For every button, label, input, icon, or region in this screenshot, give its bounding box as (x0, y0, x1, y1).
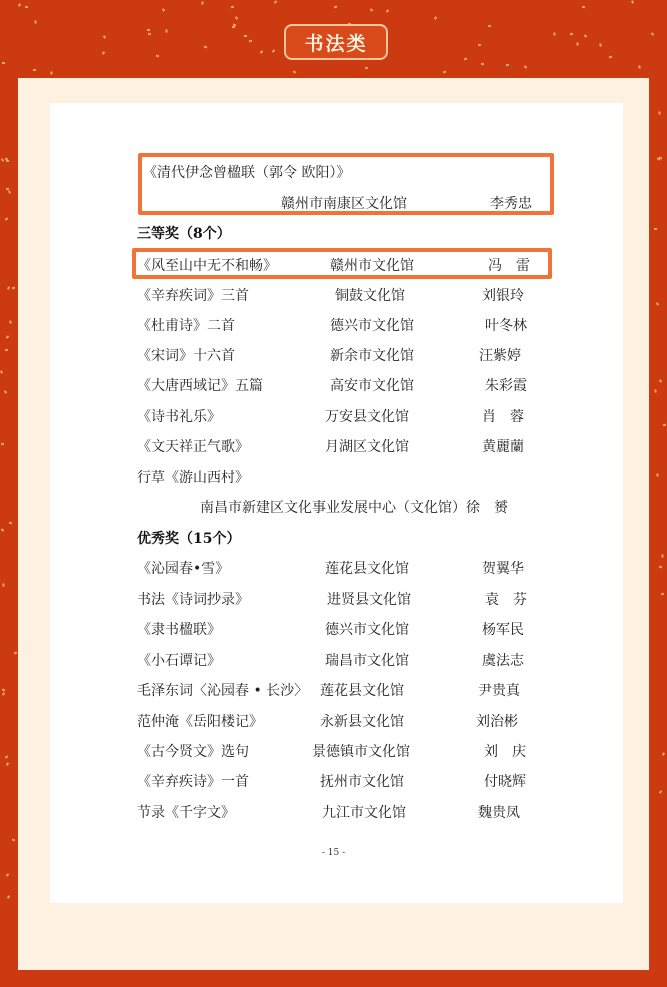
decorative-speck (8, 191, 11, 195)
decorative-speck (656, 302, 660, 306)
list-item-title: 范仲淹《岳阳楼记》 (137, 714, 263, 730)
decorative-speck (249, 40, 252, 43)
decorative-speck (259, 50, 262, 54)
list-item-title: 行草《游山西村》 (137, 470, 249, 486)
list-item-author: 汪紫婷 (479, 348, 521, 364)
decorative-speck (201, 1, 204, 4)
list-item-unit: 景德镇市文化馆 (312, 744, 410, 760)
list-item-title: 节录《千字文》 (137, 805, 235, 821)
decorative-speck (523, 66, 527, 70)
decorative-speck (102, 52, 105, 56)
list-item-unit: 德兴市文化馆 (325, 622, 409, 638)
list-item-author: 尹贵真 (478, 683, 520, 699)
decorative-speck (244, 34, 247, 36)
decorative-speck (658, 111, 661, 115)
decorative-speck (659, 790, 662, 794)
decorative-speck (2, 62, 5, 64)
decorative-speck (661, 554, 663, 557)
list-item-title: 《风至山中无不和畅》 (137, 258, 277, 274)
decorative-speck (156, 54, 160, 57)
list-item-unit: 万安县文化馆 (325, 409, 409, 425)
decorative-speck (650, 32, 654, 35)
decorative-speck (581, 6, 584, 9)
decorative-speck (570, 32, 573, 35)
list-item-title: 毛泽东词〈沁园春 • 长沙〉 (137, 683, 309, 699)
decorative-speck (7, 286, 10, 290)
list-item-title: 《辛弃疾词》三首 (137, 288, 249, 304)
decorative-speck (9, 522, 12, 525)
list-item-author: 贺翼华 (482, 561, 524, 577)
excellence-prize-heading: 优秀奖（15个） (137, 531, 241, 547)
list-item-author: 虞法志 (482, 653, 524, 669)
decorative-speck (654, 228, 657, 230)
decorative-speck (232, 26, 235, 28)
list-item-title: 《小石谭记》 (137, 653, 221, 669)
top-entry-unit: 赣州市南康区文化馆 (281, 196, 407, 212)
decorative-speck (50, 71, 52, 74)
decorative-speck (656, 474, 658, 477)
decorative-speck (1, 528, 5, 531)
decorative-speck (638, 65, 641, 68)
decorative-speck (14, 651, 18, 654)
decorative-speck (370, 8, 374, 12)
decorative-speck (478, 43, 481, 45)
decorative-speck (12, 286, 16, 289)
list-item-unit: 德兴市文化馆 (330, 318, 414, 334)
list-item-unit-author: 南昌市新建区文化事业发展中心（文化馆）徐 赟 (200, 500, 508, 516)
list-item-title: 《诗书礼乐》 (137, 409, 221, 425)
decorative-speck (334, 5, 338, 8)
decorative-speck (162, 8, 165, 12)
decorative-speck (231, 6, 234, 9)
top-entry-author: 李秀忠 (490, 196, 532, 212)
decorative-speck (434, 16, 438, 20)
decorative-speck (659, 379, 662, 383)
decorative-speck (599, 44, 602, 47)
list-item-title: 《杜甫诗》二首 (137, 318, 235, 334)
decorative-speck (654, 389, 657, 392)
decorative-speck (663, 424, 666, 426)
third-prize-heading: 三等奖（8个） (137, 226, 231, 242)
decorative-speck (3, 584, 5, 587)
decorative-speck (0, 370, 3, 374)
decorative-speck (631, 0, 634, 3)
category-badge: 书法类 (284, 24, 388, 60)
list-item-unit: 新余市文化馆 (330, 348, 414, 364)
list-item-unit: 莲花县文化馆 (325, 561, 409, 577)
list-item-unit: 莲花县文化馆 (320, 683, 404, 699)
list-item-author: 魏贵凤 (478, 805, 520, 821)
decorative-speck (6, 762, 9, 766)
decorative-speck (148, 33, 151, 36)
list-item-unit: 赣州市文化馆 (330, 258, 414, 274)
list-item-title: 《大唐西域记》五篇 (137, 378, 263, 394)
decorative-speck (147, 29, 150, 31)
list-item-author: 叶冬林 (485, 318, 527, 334)
list-item-author: 朱彩霞 (485, 378, 527, 394)
decorative-speck (386, 9, 389, 13)
decorative-speck (659, 566, 662, 568)
decorative-speck (365, 66, 368, 69)
list-item-author: 袁 芬 (485, 592, 527, 608)
decorative-speck (5, 755, 9, 758)
list-item-author: 黄麗蘭 (482, 439, 524, 455)
decorative-speck (506, 63, 509, 65)
decorative-speck (272, 50, 275, 54)
list-item-unit: 永新县文化馆 (320, 714, 404, 730)
decorative-speck (1, 443, 4, 446)
list-item-author: 冯 雷 (488, 258, 530, 274)
list-item-author: 肖 蓉 (482, 409, 524, 425)
decorative-speck (33, 69, 36, 71)
list-item-title: 书法《诗词抄录》 (137, 592, 249, 608)
list-item-unit: 瑞昌市文化馆 (325, 653, 409, 669)
decorative-speck (576, 43, 578, 46)
decorative-speck (293, 70, 297, 73)
list-item-unit: 铜鼓文化馆 (335, 288, 405, 304)
decorative-speck (273, 0, 277, 3)
list-item-unit: 进贤县文化馆 (327, 592, 411, 608)
decorative-speck (204, 45, 207, 48)
list-item-title: 《宋词》十六首 (137, 348, 235, 364)
list-item-author: 付晓辉 (484, 774, 526, 790)
list-item-unit: 高安市文化馆 (330, 378, 414, 394)
decorative-speck (4, 217, 8, 220)
list-item-author: 刘 庆 (484, 744, 526, 760)
decorative-speck (2, 693, 5, 697)
decorative-speck (554, 33, 557, 36)
list-item-unit: 抚州市文化馆 (320, 774, 404, 790)
decorative-speck (4, 390, 8, 393)
decorative-speck (464, 58, 467, 61)
list-item-author: 杨军民 (482, 622, 524, 638)
decorative-speck (235, 16, 238, 20)
decorative-speck (166, 29, 168, 32)
decorative-speck (7, 895, 10, 899)
page-number: - 15 - (321, 848, 346, 858)
list-item-author: 刘银玲 (482, 288, 524, 304)
decorative-speck (18, 4, 22, 8)
decorative-speck (103, 35, 106, 39)
top-entry-title: 《清代伊念曾楹联（郭令 欧阳）》 (143, 165, 351, 181)
list-item-title: 《沁园春•雪》 (137, 561, 230, 577)
list-item-title: 《辛弃疾诗》一首 (137, 774, 249, 790)
list-item-title: 《古今贤文》选句 (137, 744, 249, 760)
list-item-author: 刘治彬 (476, 714, 518, 730)
decorative-speck (35, 20, 37, 23)
decorative-speck (609, 55, 612, 58)
decorative-speck (9, 320, 12, 324)
decorative-speck (583, 34, 587, 37)
decorative-speck (442, 71, 446, 74)
decorative-speck (5, 349, 8, 351)
decorative-speck (481, 63, 484, 65)
list-item-unit: 月湖区文化馆 (325, 439, 409, 455)
decorative-speck (662, 752, 665, 756)
decorative-speck (25, 6, 28, 8)
decorative-speck (6, 873, 9, 877)
decorative-speck (6, 160, 9, 162)
decorative-speck (487, 25, 490, 28)
list-item-title: 《文天祥正气歌》 (137, 439, 249, 455)
decorative-speck (11, 838, 15, 841)
decorative-speck (5, 335, 9, 338)
decorative-speck (661, 593, 664, 596)
list-item-unit: 九江市文化馆 (322, 805, 406, 821)
list-item-title: 《隶书楹联》 (137, 622, 221, 638)
